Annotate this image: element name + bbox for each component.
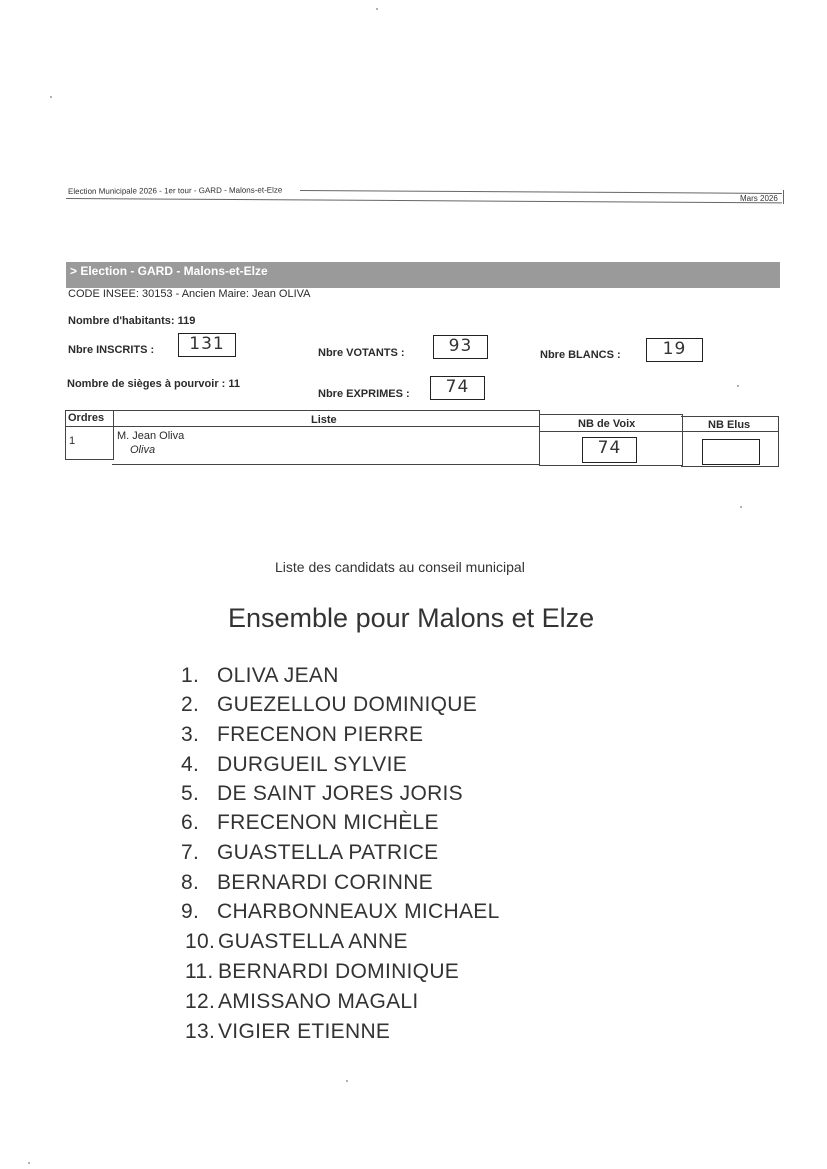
list-item-name: BERNARDI CORINNE <box>217 871 433 894</box>
document-header-date: Mars 2026 <box>740 194 778 203</box>
list-item-number: 8. <box>181 871 200 894</box>
votants-value-box: 93 <box>433 335 488 359</box>
exprimes-value-box: 74 <box>430 376 485 400</box>
scan-speck <box>740 506 742 508</box>
list-item <box>181 782 463 806</box>
list-item <box>185 990 419 1014</box>
scan-speck <box>28 1162 30 1164</box>
list-item <box>181 664 339 688</box>
list-item-name: AMISSANO MAGALI <box>218 990 419 1013</box>
list-item-number: 11. <box>185 960 214 983</box>
list-item-name: GUASTELLA ANNE <box>218 930 408 953</box>
list-item-name: DURGUEIL SYLVIE <box>217 753 408 776</box>
votants-label: Nbre VOTANTS : <box>318 347 405 359</box>
header-rule <box>66 198 782 203</box>
exprimes-label: Nbre EXPRIMES : <box>318 388 410 400</box>
header-rule-end <box>780 190 784 204</box>
list-item-number: 4. <box>181 753 200 776</box>
list-item-name: OLIVA JEAN <box>217 664 339 687</box>
list-item-number: 1. <box>181 664 200 687</box>
list-item-name: GUEZELLOU DOMINIQUE <box>217 693 478 716</box>
table-header-elus: NB Elus <box>708 419 751 431</box>
list-item <box>181 723 423 747</box>
list-item-name: VIGIER ETIENNE <box>218 1020 391 1043</box>
scan-speck <box>346 1080 348 1082</box>
scan-speck <box>376 8 378 10</box>
table-header-rule-right <box>539 431 779 432</box>
list-item <box>181 900 500 924</box>
list-item-name: FRECENON MICHÈLE <box>217 811 439 834</box>
list-item <box>185 930 408 954</box>
inscrits-label: Nbre INSCRITS : <box>68 344 155 356</box>
scan-speck <box>50 96 52 98</box>
table-header-liste: Liste <box>311 414 337 426</box>
list-item <box>181 811 439 835</box>
list-item-number: 12. <box>185 990 216 1013</box>
list-item <box>185 960 459 984</box>
list-item <box>181 693 477 717</box>
list-item-name: DE SAINT JORES JORIS <box>217 782 463 805</box>
table-row-ordre: 1 <box>69 435 76 447</box>
candidates-list-title: Ensemble pour Malons et Elze <box>228 603 595 633</box>
header-rule-top <box>300 190 782 194</box>
list-item-number: 7. <box>181 841 200 864</box>
blancs-label: Nbre BLANCS : <box>540 349 621 361</box>
list-item-number: 2. <box>181 693 200 716</box>
list-item <box>181 753 407 777</box>
table-header-rule-left <box>65 426 539 427</box>
list-item-number: 5. <box>181 782 200 805</box>
list-item-number: 13. <box>185 1020 216 1043</box>
list-item <box>181 841 438 865</box>
list-item-name: FRECENON PIERRE <box>217 723 424 746</box>
list-item-name: GUASTELLA PATRICE <box>217 841 439 864</box>
table-row-voix-box: 74 <box>582 437 637 463</box>
list-item <box>185 1020 390 1044</box>
code-insee-line: CODE INSEE: 30153 - Ancien Maire: Jean OLIVA <box>68 288 311 300</box>
table-row-elus-box <box>702 439 760 465</box>
table-row-liste: Oliva <box>130 444 156 456</box>
list-item-number: 10. <box>185 930 216 953</box>
blancs-value-box: 19 <box>646 338 703 362</box>
sieges-label: Nombre de sièges à pourvoir : 11 <box>67 378 241 390</box>
scan-speck <box>737 385 739 387</box>
list-item-name: BERNARDI DOMINIQUE <box>218 960 460 983</box>
candidates-subtitle: Liste des candidats au conseil municipal <box>275 559 525 575</box>
list-item <box>181 871 433 895</box>
habitants-label: Nombre d'habitants: 119 <box>68 315 196 327</box>
list-item-number: 9. <box>181 900 200 923</box>
table-row-candidat: M. Jean Oliva <box>117 430 185 442</box>
list-item-number: 3. <box>181 723 200 746</box>
election-banner-title: > Election - GARD - Malons-et-Elze <box>70 264 268 278</box>
table-header-voix: NB de Voix <box>578 418 636 430</box>
list-item-name: CHARBONNEAUX MICHAEL <box>217 900 500 923</box>
list-item-number: 6. <box>181 811 200 834</box>
table-header-ordres: Ordres <box>68 412 105 424</box>
inscrits-value-box: 131 <box>178 333 236 357</box>
document-header-title: Election Municipale 2026 - 1er tour - GARD - Malons-et-Elze <box>67 185 283 196</box>
